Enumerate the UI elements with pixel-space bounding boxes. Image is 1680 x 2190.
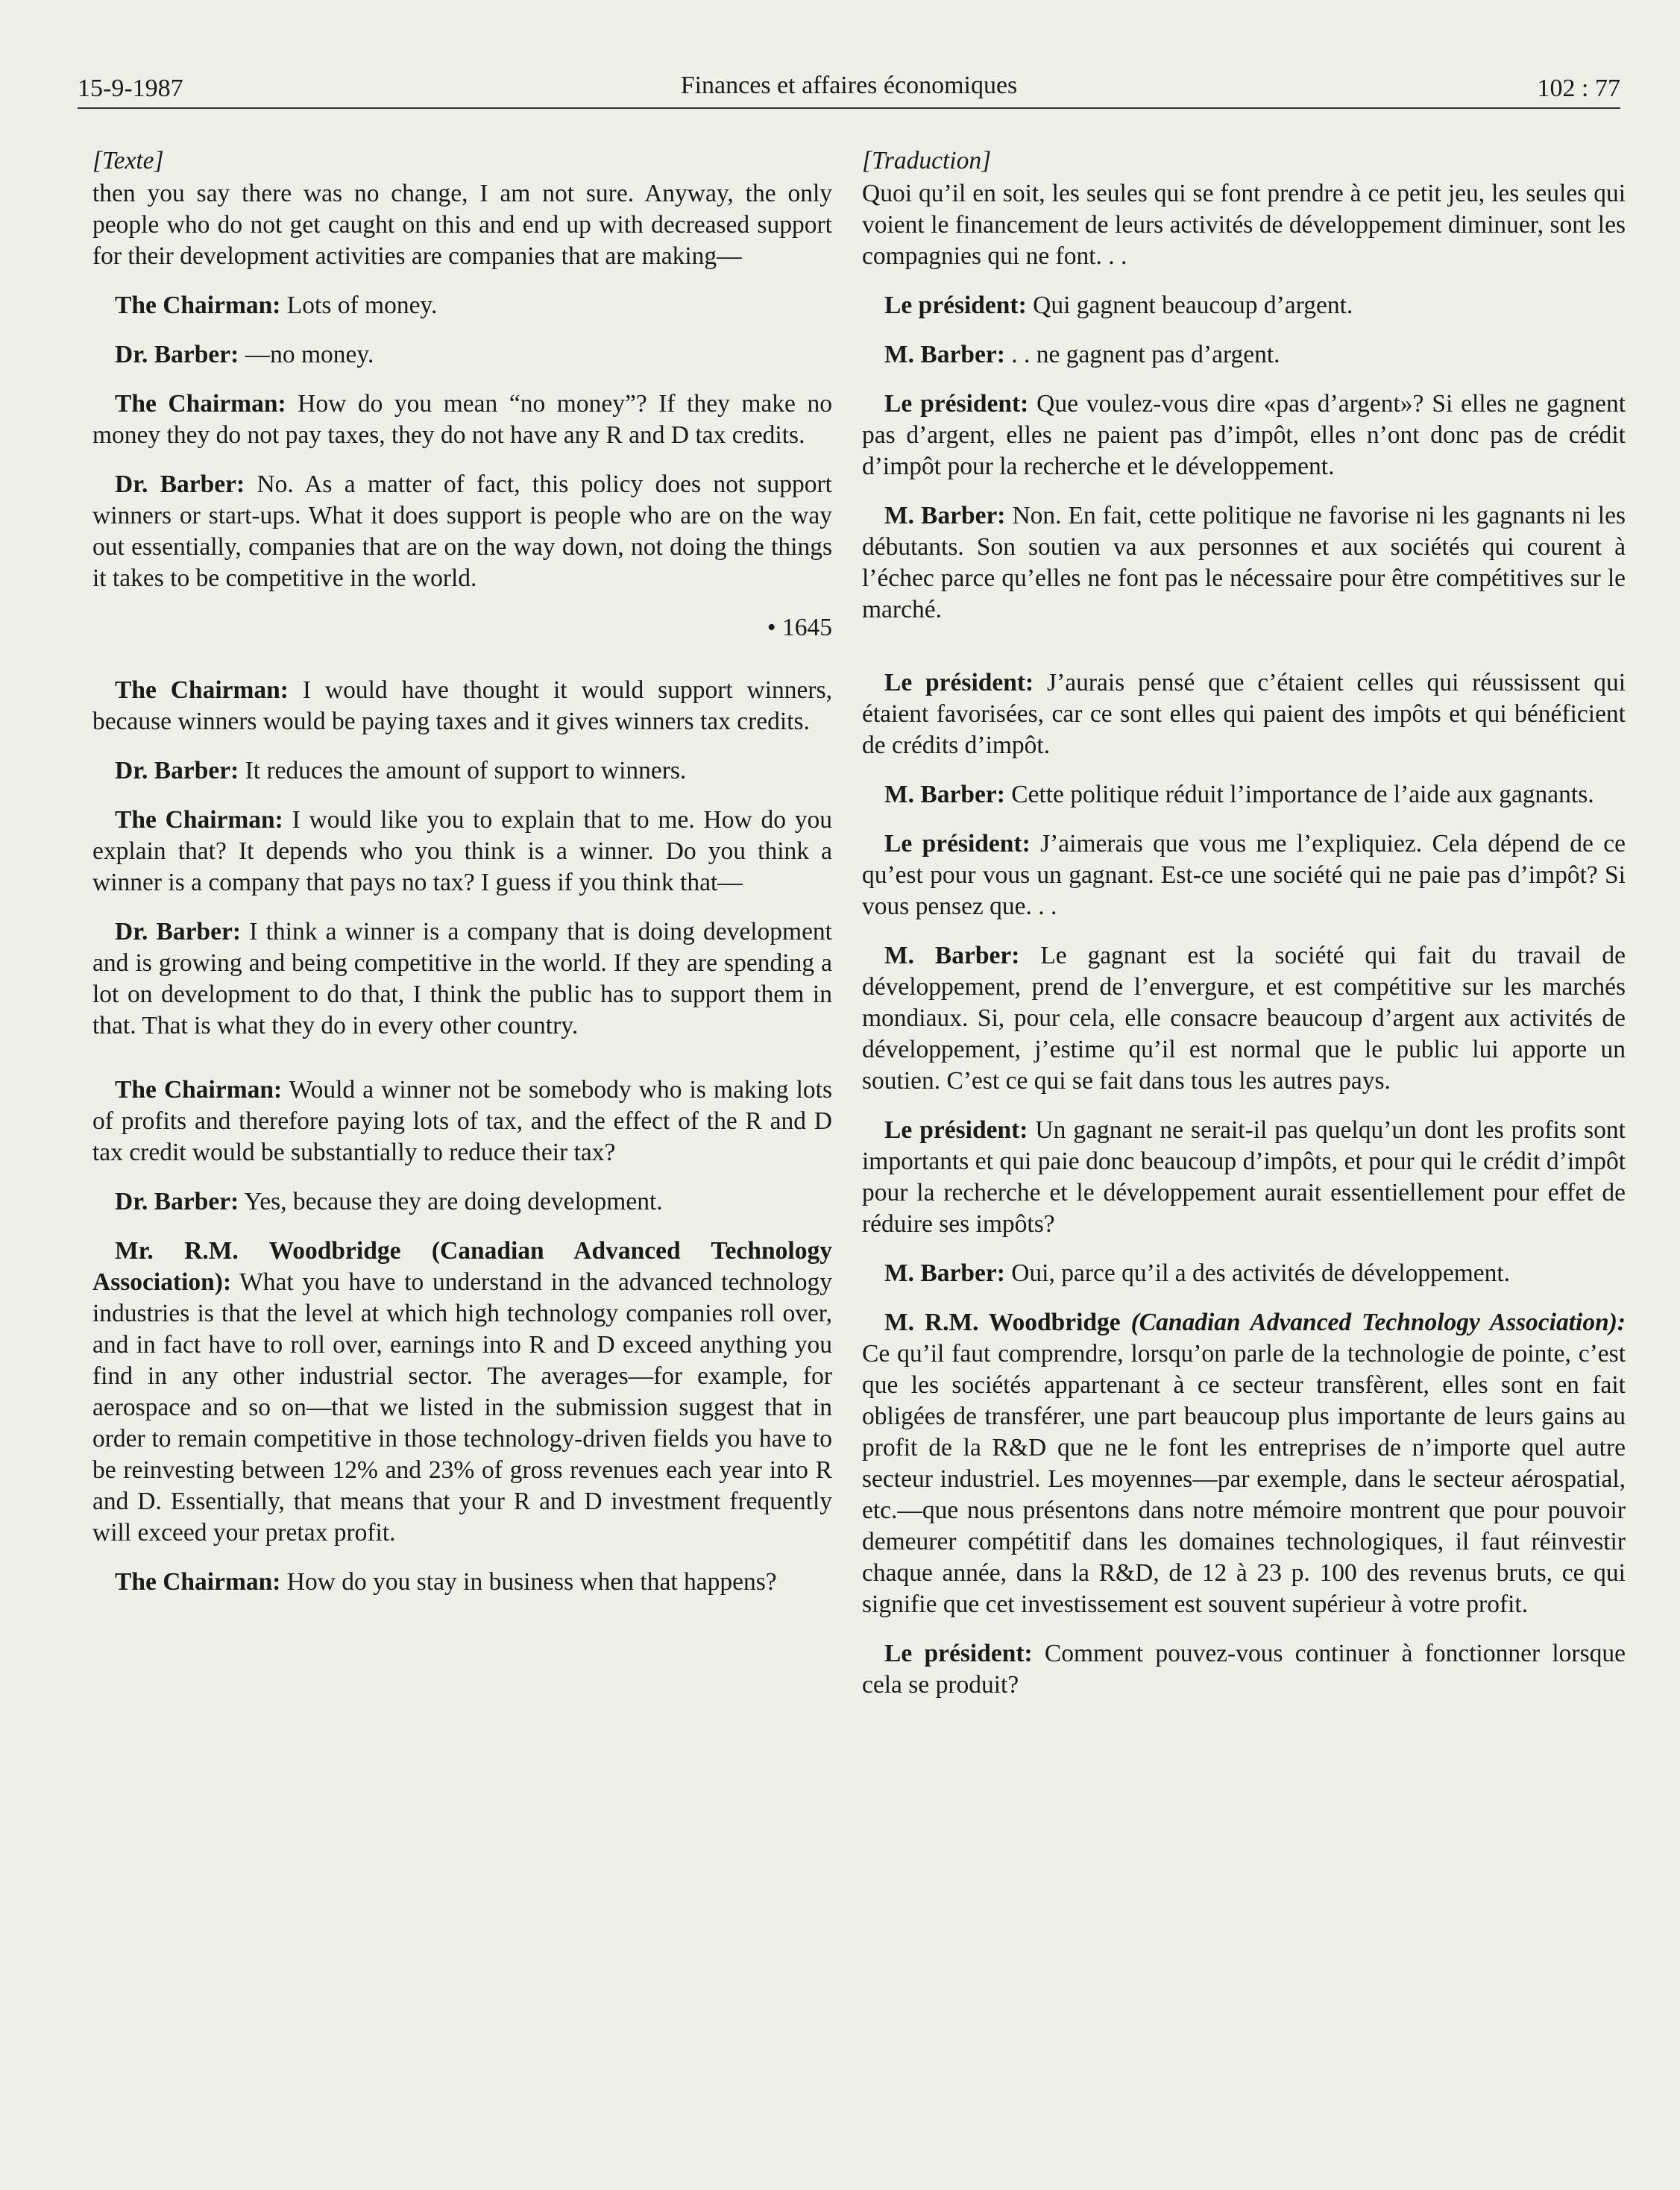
paragraph [92, 916, 832, 1042]
speech-text: How do you mean “no money”? If they make no money they do not pay taxes, they do not have any R and D tax credits. [92, 390, 832, 449]
speaker-name: Le président: [884, 669, 1034, 696]
speech-text: Would a winner not be somebody who is making lots of profits and therefore paying lots of tax, and the effect of the R and D tax credit would be substantially to reduce their tax? [92, 1076, 832, 1166]
speaker-name: Le président: [884, 1640, 1033, 1667]
paragraph [92, 290, 832, 321]
paragraph [92, 1236, 832, 1549]
paragraph [862, 1258, 1626, 1289]
paragraph [92, 1186, 832, 1218]
paragraph [862, 940, 1626, 1097]
speech-text: J’aimerais que vous me l’expliquiez. Cela dépend de ce qu’est pour vous un gagnant. Est-ce une société qui ne paie pas d’impôt? Si vous pensez que. . . [862, 830, 1626, 920]
speech-text: Que voulez-vous dire «pas d’argent»? Si elles ne gagnent pas d’argent, elles ne paient pas d’impôt, elles n’ont donc pas de crédit d’impôt pour la recherche et le développement. [862, 390, 1626, 480]
speaker-name: Le président: [884, 390, 1029, 418]
speech-text: Ce qu’il faut comprendre, lorsqu’on parle de la technologie de pointe, c’est que les sociétés appartenant à ce secteur transfèrent, elles sont en fait obligées de transférer, une part beaucoup plus importante de leurs gains au profit de la R&D que ne le font les entreprises de n’importe quel autre secteur industriel. Les moyennes—par exemple, dans le secteur aérospatial, etc.—que nous présentons dans notre mémoire montrent que pour pouvoir demeurer compétitif dans les domaines technologiques, il faut réinvestir chaque année, dans la R&D, de 12 à 23 p. 100 des revenus bruts, ce qui signifie que cet investissement est souvent supérieur à votre profit. [862, 1340, 1626, 1618]
speaker-name: The Chairman: [115, 1568, 281, 1596]
header-title: Finances et affaires économiques [680, 72, 1018, 99]
speaker-name: Dr. Barber: [115, 471, 245, 498]
paragraph [92, 339, 832, 371]
speaker-name: The Chairman: [115, 1076, 283, 1104]
timestamp: • 1645 [767, 614, 832, 641]
speech-text: I think a winner is a company that is doing development and is growing and being competitive in the world. If they are spending a lot on development to do that, I think the public has to support them in that. That is what they do in every other country. [92, 918, 832, 1039]
english-column [92, 145, 832, 1616]
speaker-name: The Chairman: [115, 292, 281, 319]
speaker-name: M. Barber: [884, 1259, 1005, 1287]
speaker-name: The Chairman: [115, 390, 286, 418]
speech-text: Yes, because they are doing development. [239, 1188, 663, 1215]
speech-text: Non. En fait, cette politique ne favorise ni les gagnants ni les débutants. Son soutien va aux personnes et aux sociétés qui courent à l’échec parce qu’elles ne font pas le nécessaire pour être compétitives sur le marché. [862, 502, 1626, 623]
speaker-name: Dr. Barber: [115, 757, 239, 784]
speaker-name: M. Barber: [884, 942, 1020, 969]
speech-text: Comment pouvez-vous continuer à fonctionner lorsque cela se produit? [862, 1640, 1626, 1699]
speaker-name: M. R.M. Woodbridge [884, 1309, 1121, 1336]
paragraph [862, 1115, 1626, 1240]
speaker-name: Le président: [884, 292, 1027, 319]
speech-text: . . ne gagnent pas d’argent. [1004, 341, 1280, 368]
paragraph: then you say there was no change, I am not sure. Anyway, the only people who do not get caught on this and end up with decreased support for their development activities are companies that are making— [92, 180, 832, 270]
paragraph [862, 1638, 1626, 1701]
header-page-number: 102 : 77 [1537, 75, 1620, 102]
speaker-name: Le président: [884, 830, 1031, 858]
speech-text: I would have thought it would support winners, because winners would be paying taxes and it gives winners tax credits. [92, 676, 832, 735]
speaker-name: M. Barber: [884, 502, 1006, 529]
speech-text: How do you stay in business when that happens? [280, 1568, 777, 1596]
paragraph: Quoi qu’il en soit, les seules qui se font prendre à ce petit jeu, les seules qui voient le financement de leurs activités de développement diminuer, sont les compagnies qui ne font. . . [862, 180, 1626, 270]
speaker-affiliation: (Canadian Advanced Technology Association): [1130, 1309, 1626, 1336]
speaker-name: The Chairman: [115, 806, 283, 834]
paragraph [862, 290, 1626, 321]
paragraph [862, 779, 1626, 811]
header-date: 15-9-1987 [78, 75, 183, 102]
paragraph [92, 755, 832, 787]
speaker-name: M. Barber: [884, 341, 1005, 368]
speech-text: Qui gagnent beaucoup d’argent. [1026, 292, 1353, 319]
page-header [78, 66, 1620, 109]
paragraph [92, 469, 832, 594]
speech-text: Lots of money. [280, 292, 438, 319]
paragraph [862, 339, 1626, 371]
speech-text: I would like you to explain that to me. How do you explain that? It depends who you think is a winner. Do you think a winner is a company that pays no tax? I guess if you think that— [92, 806, 832, 896]
paragraph [862, 1307, 1626, 1620]
paragraph [92, 675, 832, 737]
speech-text: J’aurais pensé que c’étaient celles qui réussissent qui étaient favorisées, car ce sont elles qui paient des impôts et qui bénéficient de crédits d’impôt. [862, 669, 1626, 759]
paragraph [92, 388, 832, 451]
paragraph [862, 388, 1626, 482]
speaker-name: M. Barber: [884, 781, 1005, 808]
french-column [862, 145, 1626, 1719]
speaker-name: Dr. Barber: [115, 918, 242, 945]
paragraph [862, 667, 1626, 761]
speaker-name: Mr. R.M. Woodbridge (Canadian Advanced Technology Association): [92, 1237, 832, 1296]
speech-text: Oui, parce qu’il a des activités de développement. [1004, 1259, 1511, 1287]
speaker-name: Dr. Barber: [115, 341, 239, 368]
speaker-name: The Chairman: [115, 676, 289, 704]
paragraph [92, 1074, 832, 1168]
speech-text: It reduces the amount of support to winners. [239, 757, 687, 784]
paragraph [92, 805, 832, 899]
speaker-name: Dr. Barber: [115, 1188, 239, 1215]
speech-text: Le gagnant est la société qui fait du travail de développement, prend de l’envergure, et est compétitive sur les marchés mondiaux. Si, pour cela, elle consacre beaucoup d’argent aux activités de développement, j’estime qu’il est normal que le public lui apporte un soutien. C’est ce qui se fait dans tous les autres pays. [862, 942, 1626, 1095]
speech-text: —no money. [239, 341, 374, 368]
speech-text: Cette politique réduit l’importance de l’aide aux gagnants. [1004, 781, 1594, 808]
paragraph [862, 500, 1626, 626]
speaker-name: Le président: [884, 1116, 1028, 1144]
speech-text: No. As a matter of fact, this policy does not support winners or start-ups. What it does support is people who are on the way out essentially, companies that are on the way down, not doing the things it takes to be competitive in the world. [92, 471, 832, 592]
speech-text: Un gagnant ne serait-il pas quelqu’un dont les profits sont importants et qui paie donc beaucoup d’impôts, et pour qui le crédit d’impôt pour la recherche et le développement aurait essentiellement pour effet de réduire ses impôts? [862, 1116, 1626, 1238]
paragraph [862, 828, 1626, 922]
language-label-french: [Traduction] [862, 147, 992, 174]
speech-text: What you have to understand in the advanced technology industries is that the level at which high technology companies roll over, and in fact have to roll over, earnings into R and D exceed anything you find in any other industrial sector. The averages—for example, for aerospace and so on—that we listed in the submission suggest that in order to remain competitive in those technology-driven fields you have to be reinvesting between 12% and 23% of gross revenues each year into R and D. Essentially, that means that your R and D investment frequently will exceed your pretax profit. [92, 1268, 832, 1546]
paragraph [92, 1567, 832, 1598]
language-label-english: [Texte] [92, 147, 164, 174]
